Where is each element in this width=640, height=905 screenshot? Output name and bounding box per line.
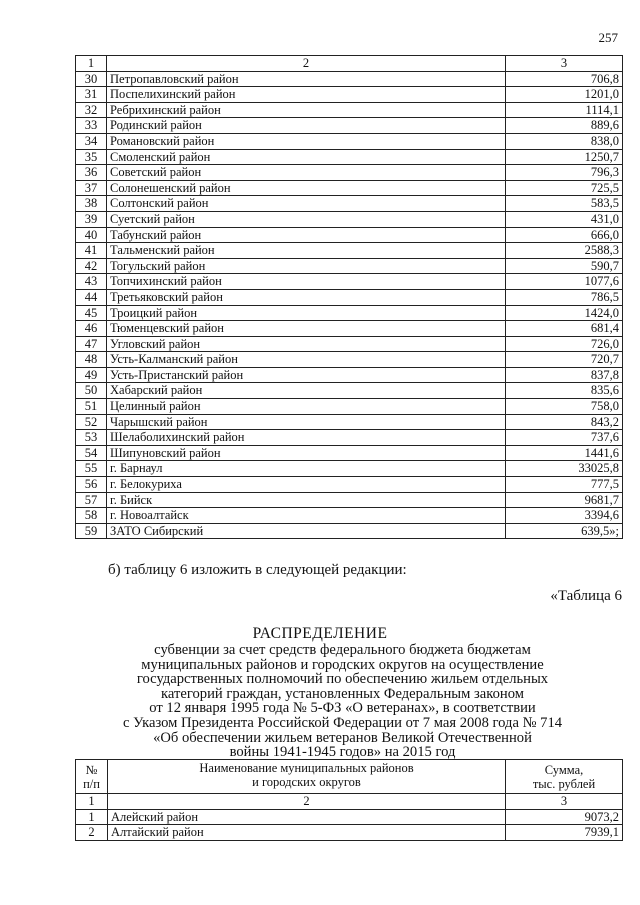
row-number: 51 (76, 399, 107, 415)
table-row (76, 445, 623, 461)
district-name: г. Белокуриха (107, 477, 506, 493)
table-row (76, 274, 623, 290)
table-row (76, 523, 623, 539)
distribution-table-header (76, 760, 623, 794)
table-row (76, 211, 623, 227)
distribution-column-numbers (76, 794, 623, 810)
district-name: Троицкий район (107, 305, 506, 321)
amount-value: 837,8 (506, 367, 623, 383)
row-number: 44 (76, 289, 107, 305)
subtitle-line: категорий граждан, установленных Федеральным законом (161, 685, 524, 702)
document-subtitle (95, 643, 590, 760)
table-row (76, 492, 623, 508)
table-row (76, 809, 623, 825)
table-row (76, 321, 623, 337)
row-number: 54 (76, 445, 107, 461)
table-caption: «Таблица 6 (550, 588, 622, 604)
row-number: 45 (76, 305, 107, 321)
table-row (76, 243, 623, 259)
header-sum-cell (506, 760, 623, 794)
subtitle-line: от 12 января 1995 года № 5-ФЗ «О ветеранах», в соответствии (149, 700, 536, 717)
district-name: Табунский район (107, 227, 506, 243)
table-row (76, 336, 623, 352)
district-name: Усть-Калманский район (107, 352, 506, 368)
table-row (76, 149, 623, 165)
row-number: 49 (76, 367, 107, 383)
row-number: 35 (76, 149, 107, 165)
district-name: Солтонский район (107, 196, 506, 212)
district-name: Петропавловский район (107, 71, 506, 87)
district-amounts-table (75, 55, 623, 539)
amount-value: 1114,1 (506, 102, 623, 118)
subtitle-line: с Указом Президента Российской Федерации от 7 мая 2008 года № 714 (122, 714, 563, 731)
row-number: 59 (76, 523, 107, 539)
row-number: 1 (76, 809, 108, 825)
amount-value: 706,8 (506, 71, 623, 87)
header-name-line1: Наименование муниципальных районов (199, 761, 414, 775)
row-number: 36 (76, 165, 107, 181)
row-number: 43 (76, 274, 107, 290)
row-number: 38 (76, 196, 107, 212)
amount-value: 639,5»; (506, 523, 623, 539)
amount-value: 838,0 (506, 133, 623, 149)
header-number-cell (76, 760, 108, 794)
district-name: Ребрихинский район (107, 102, 506, 118)
table-row (76, 367, 623, 383)
district-name: Советский район (107, 165, 506, 181)
table-row (76, 825, 623, 841)
table-row (76, 118, 623, 134)
amount-value: 777,5 (506, 477, 623, 493)
district-name: Чарышский район (107, 414, 506, 430)
district-name: Родинский район (107, 118, 506, 134)
table-row (76, 305, 623, 321)
table-row (76, 71, 623, 87)
district-name: Шелаболихинский район (107, 430, 506, 446)
amount-value: 1077,6 (506, 274, 623, 290)
district-name: Романовский район (107, 133, 506, 149)
subtitle-line: «Об обеспечении жильем ветеранов Великой Отечественной (153, 729, 532, 746)
amount-value: 720,7 (506, 352, 623, 368)
amount-value: 681,4 (506, 321, 623, 337)
table-row (76, 508, 623, 524)
table-row (76, 180, 623, 196)
amount-value: 725,5 (506, 180, 623, 196)
district-name: Поспелихинский район (107, 87, 506, 103)
header-number-line2: п/п (83, 776, 100, 791)
table-row (76, 102, 623, 118)
district-name: Шипуновский район (107, 445, 506, 461)
row-number: 39 (76, 211, 107, 227)
header-name-line2: и городских округов (252, 775, 361, 789)
row-number: 55 (76, 461, 107, 477)
amount-value: 431,0 (506, 211, 623, 227)
column-number-1: 1 (76, 794, 108, 810)
column-number-2: 2 (107, 56, 506, 72)
row-number: 52 (76, 414, 107, 430)
district-name: Топчихинский район (107, 274, 506, 290)
district-name: Алтайский район (108, 825, 506, 841)
amount-value: 758,0 (506, 399, 623, 415)
table-row (76, 87, 623, 103)
header-number-line1: № (85, 762, 98, 777)
amount-value: 9681,7 (506, 492, 623, 508)
table-header-row (76, 56, 623, 72)
district-name: г. Бийск (107, 492, 506, 508)
amount-value: 843,2 (506, 414, 623, 430)
row-number: 33 (76, 118, 107, 134)
subtitle-line: государственных полномочий по обеспечению жильем отдельных (136, 671, 549, 688)
amount-value: 7939,1 (506, 825, 623, 841)
amount-value: 726,0 (506, 336, 623, 352)
district-name: Солонешенский район (107, 180, 506, 196)
district-name: Смоленский район (107, 149, 506, 165)
subtitle-line: войны 1941-1945 годов» на 2015 год (229, 744, 456, 761)
column-number-3: 3 (506, 794, 623, 810)
table-row (76, 461, 623, 477)
district-name: Третьяковский район (107, 289, 506, 305)
amount-value: 1201,0 (506, 87, 623, 103)
column-number-1: 1 (76, 56, 107, 72)
row-number: 58 (76, 508, 107, 524)
district-name: Тюменцевский район (107, 321, 506, 337)
row-number: 34 (76, 133, 107, 149)
district-name: Тальменский район (107, 243, 506, 259)
header-sum-line1: Сумма, (544, 762, 584, 777)
column-number-3: 3 (506, 56, 623, 72)
row-number: 41 (76, 243, 107, 259)
amount-value: 737,6 (506, 430, 623, 446)
column-number-2: 2 (108, 794, 506, 810)
page-number: 257 (598, 30, 618, 45)
row-number: 37 (76, 180, 107, 196)
table-row (76, 430, 623, 446)
district-name: Тогульский район (107, 258, 506, 274)
document-title: РАСПРЕДЕЛЕНИЕ (252, 625, 388, 642)
amendment-text: б) таблицу 6 изложить в следующей редакции: (108, 562, 407, 578)
row-number: 57 (76, 492, 107, 508)
row-number: 47 (76, 336, 107, 352)
district-name: Угловский район (107, 336, 506, 352)
row-number: 2 (76, 825, 108, 841)
district-name: Целинный район (107, 399, 506, 415)
table-row (76, 477, 623, 493)
table-row (76, 165, 623, 181)
amount-value: 9073,2 (506, 809, 623, 825)
amount-value: 590,7 (506, 258, 623, 274)
table-row (76, 196, 623, 212)
subtitle-line: муниципальных районов и городских округов на осуществление (141, 656, 544, 673)
row-number: 30 (76, 71, 107, 87)
table-row (76, 383, 623, 399)
district-name: г. Барнаул (107, 461, 506, 477)
district-name: Усть-Пристанский район (107, 367, 506, 383)
table-row (76, 133, 623, 149)
header-name-cell (108, 760, 506, 794)
district-name: г. Новоалтайск (107, 508, 506, 524)
table-row (76, 289, 623, 305)
district-name: Алейский район (108, 809, 506, 825)
subtitle-line: субвенции за счет средств федерального бюджета бюджетам (154, 642, 531, 658)
amount-value: 796,3 (506, 165, 623, 181)
table-row (76, 227, 623, 243)
amount-value: 786,5 (506, 289, 623, 305)
row-number: 56 (76, 477, 107, 493)
district-name: Хабарский район (107, 383, 506, 399)
row-number: 50 (76, 383, 107, 399)
amount-value: 1250,7 (506, 149, 623, 165)
row-number: 31 (76, 87, 107, 103)
amount-value: 1424,0 (506, 305, 623, 321)
row-number: 42 (76, 258, 107, 274)
distribution-table (75, 759, 623, 841)
district-name: ЗАТО Сибирский (107, 523, 506, 539)
header-sum-line2: тыс. рублей (532, 776, 596, 791)
table-row (76, 258, 623, 274)
row-number: 46 (76, 321, 107, 337)
amount-value: 835,6 (506, 383, 623, 399)
table-row (76, 414, 623, 430)
row-number: 48 (76, 352, 107, 368)
amount-value: 1441,6 (506, 445, 623, 461)
table-row (76, 352, 623, 368)
amount-value: 666,0 (506, 227, 623, 243)
row-number: 53 (76, 430, 107, 446)
amount-value: 2588,3 (506, 243, 623, 259)
row-number: 40 (76, 227, 107, 243)
amount-value: 889,6 (506, 118, 623, 134)
table-row (76, 399, 623, 415)
amount-value: 33025,8 (506, 461, 623, 477)
amount-value: 583,5 (506, 196, 623, 212)
district-name: Суетский район (107, 211, 506, 227)
row-number: 32 (76, 102, 107, 118)
amount-value: 3394,6 (506, 508, 623, 524)
